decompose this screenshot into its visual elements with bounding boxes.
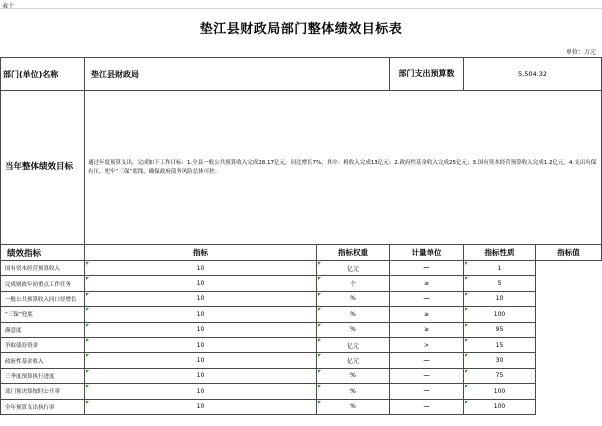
- indicator-name: [1, 261, 85, 276]
- indicator-weight: [85, 368, 317, 383]
- indicator-unit-text: 亿元: [346, 358, 359, 366]
- cell-marker: [318, 277, 321, 280]
- indicator-name-text: 国有资本经营预算收入: [5, 266, 61, 273]
- cell-marker: [86, 324, 89, 327]
- indicator-nature: [390, 261, 464, 276]
- indicator-unit: [317, 353, 390, 368]
- indicator-nature: [390, 384, 464, 399]
- col-header-unit: 计量单位: [390, 245, 464, 261]
- cell-marker: [86, 401, 89, 404]
- indicator-name: [1, 276, 85, 291]
- indicator-nature-text: －: [423, 294, 430, 303]
- indicator-unit-text: 个: [349, 281, 356, 289]
- indicator-nature-text: －: [423, 356, 430, 365]
- indicator-value: [464, 384, 536, 399]
- annual-goal-label: 当年整体绩效目标: [1, 91, 85, 245]
- indicator-nature-text: －: [423, 371, 430, 380]
- indicator-weight: [85, 291, 317, 306]
- indicator-weight-text: 10: [196, 280, 205, 288]
- indicator-value-text: 10: [495, 295, 504, 303]
- indicator-name: [1, 368, 85, 383]
- indicator-value-text: 30: [495, 357, 504, 365]
- unit-label: 单位：万元: [565, 49, 596, 56]
- indicator-unit-text: %: [350, 310, 356, 318]
- indicator-nature: [390, 276, 464, 291]
- indicator-name-text: 完成财政年初重点工作任务: [5, 281, 72, 288]
- indicator-value-text: 15: [495, 341, 504, 349]
- cell-marker: [465, 385, 468, 388]
- indicator-unit: [317, 307, 390, 322]
- indicator-weight: [85, 322, 317, 337]
- indicator-unit: [317, 276, 390, 291]
- indicator-weight: [85, 276, 317, 291]
- indicator-name-text: 全年预算支出执行率: [5, 404, 55, 411]
- table-row: [1, 353, 602, 368]
- indicator-unit: [317, 368, 390, 383]
- indicator-header-row: [1, 245, 602, 261]
- indicator-unit: [317, 291, 390, 306]
- indicator-value: [464, 399, 536, 414]
- indicator-unit: [317, 337, 390, 352]
- indicator-weight-text: 10: [196, 372, 205, 380]
- cell-marker: [465, 293, 468, 296]
- indicator-value-text: 100: [493, 387, 506, 395]
- indicator-value-text: 100: [493, 403, 506, 411]
- cell-marker: [86, 262, 89, 265]
- indicator-nature-text: ≥: [423, 310, 430, 318]
- indicator-nature: [390, 322, 464, 337]
- indicator-weight-text: 10: [196, 264, 205, 272]
- cell-marker: [86, 354, 89, 357]
- cell-marker: [465, 370, 468, 373]
- table-row: [1, 368, 602, 383]
- indicator-name-text: 政府性基金收入: [5, 358, 44, 365]
- indicator-name-text: “三保”兜底: [5, 312, 33, 319]
- indicator-unit-text: %: [350, 372, 356, 380]
- indicator-name-text: 三季度预算执行进度: [5, 373, 55, 380]
- table-row: [1, 307, 602, 322]
- indicator-nature: [390, 307, 464, 322]
- indicator-name-text: 一般公共预算收入同口径增长: [5, 296, 77, 303]
- indicator-value-text: 1: [497, 264, 502, 272]
- indicator-nature: [390, 337, 464, 352]
- indicator-unit-text: %: [350, 387, 356, 395]
- cell-marker: [86, 293, 89, 296]
- cell-marker: [318, 370, 321, 373]
- table-row: [1, 261, 602, 276]
- indicator-unit: [317, 399, 390, 414]
- page-title: 垫江县财政局部门整体绩效目标表: [199, 22, 403, 37]
- cell-marker: [86, 308, 89, 311]
- indicator-unit-text: %: [350, 326, 356, 334]
- indicator-value: [464, 276, 536, 291]
- dept-name-label: 部门(单位)名称: [1, 58, 85, 91]
- indicator-name-text: 争取债券资金: [5, 343, 39, 350]
- indicator-unit-text: %: [350, 295, 356, 303]
- sheet-label: 表十: [2, 3, 15, 10]
- indicator-nature-text: >: [423, 341, 430, 349]
- perf-indicators-label: 绩效指标: [1, 245, 85, 261]
- indicator-value: [464, 368, 536, 383]
- indicator-unit-text: 亿元: [346, 265, 359, 273]
- indicator-name: [1, 291, 85, 306]
- indicator-name: [1, 337, 85, 352]
- indicator-name: [1, 322, 85, 337]
- cell-marker: [318, 339, 321, 342]
- indicator-value: [464, 337, 536, 352]
- cell-marker: [318, 401, 321, 404]
- indicator-name-text: 满意度: [5, 327, 22, 334]
- indicator-weight-text: 10: [196, 403, 205, 411]
- indicator-weight: [85, 261, 317, 276]
- indicator-unit-text: %: [350, 403, 356, 411]
- cell-marker: [86, 339, 89, 342]
- indicator-nature: [390, 353, 464, 368]
- indicator-value: [464, 353, 536, 368]
- indicator-name: [1, 399, 85, 414]
- indicator-weight-text: 10: [196, 387, 205, 395]
- annual-goal-text: 通过年度预算支出，完成如下工作目标：1.全县一般公共预算收入完成28.17亿元，同比增长7%，其中：税收入完成13亿元；2.政府性基金收入完成25亿元；3.国有资本经营预算收入完成1.2亿元。4.支出有保有压，兜牢“三保”底线，确保政府债务风险总体可控。: [85, 91, 602, 245]
- table-row: [1, 276, 602, 291]
- col-header-weight: 指标权重: [317, 245, 390, 261]
- indicator-weight: [85, 307, 317, 322]
- table-row: [1, 337, 602, 352]
- indicator-weight-text: 10: [196, 295, 205, 303]
- indicator-weight: [85, 384, 317, 399]
- indicator-nature-text: －: [423, 387, 430, 396]
- indicator-name-text: 部门预决算按时公开率: [5, 389, 61, 396]
- top-divider: [0, 8, 602, 9]
- cell-marker: [465, 401, 468, 404]
- indicator-weight: [85, 399, 317, 414]
- indicator-value-text: 75: [495, 372, 504, 380]
- indicator-nature: [390, 291, 464, 306]
- indicator-weight-text: 10: [196, 310, 205, 318]
- col-header-nature: 指标性质: [464, 245, 536, 261]
- cell-marker: [318, 308, 321, 311]
- cell-marker: [318, 385, 321, 388]
- indicator-weight-text: 10: [196, 341, 205, 349]
- table-row: [1, 399, 602, 414]
- indicator-unit: [317, 384, 390, 399]
- indicator-nature-text: ≥: [423, 326, 430, 334]
- indicator-name: [1, 307, 85, 322]
- cell-marker: [465, 277, 468, 280]
- indicator-value: [464, 261, 536, 276]
- table-row: [1, 384, 602, 399]
- indicator-weight: [85, 353, 317, 368]
- indicator-weight-text: 10: [196, 357, 205, 365]
- table-row: [1, 291, 602, 306]
- cell-marker: [465, 308, 468, 311]
- cell-marker: [465, 354, 468, 357]
- performance-table: [0, 57, 602, 415]
- cell-marker: [318, 354, 321, 357]
- cell-marker: [318, 293, 321, 296]
- cell-marker: [465, 339, 468, 342]
- indicator-unit: [317, 261, 390, 276]
- cell-marker: [318, 324, 321, 327]
- indicator-name: [1, 353, 85, 368]
- indicator-value-text: 95: [495, 326, 504, 334]
- budget-label: 部门支出预算数: [390, 58, 464, 91]
- cell-marker: [86, 385, 89, 388]
- col-header-indicator: 指标: [85, 245, 317, 261]
- indicator-name: [1, 384, 85, 399]
- dept-name-value: 垫江县财政局: [85, 58, 390, 91]
- indicator-value-text: 5: [497, 280, 502, 288]
- indicator-weight: [85, 337, 317, 352]
- indicator-value: [464, 291, 536, 306]
- indicator-value: [464, 322, 536, 337]
- indicator-weight-text: 10: [196, 326, 205, 334]
- cell-marker: [318, 262, 321, 265]
- budget-value: 5,504.32: [464, 58, 602, 91]
- cell-marker: [86, 370, 89, 373]
- col-header-value: 指标值: [536, 245, 602, 261]
- cell-marker: [465, 324, 468, 327]
- indicator-nature-text: －: [423, 402, 430, 411]
- indicator-nature-text: ≥: [423, 280, 430, 288]
- table-row: [1, 322, 602, 337]
- cell-marker: [86, 277, 89, 280]
- indicator-nature-text: －: [423, 264, 430, 273]
- indicator-unit-text: 亿元: [346, 342, 359, 350]
- indicator-nature: [390, 399, 464, 414]
- indicator-nature: [390, 368, 464, 383]
- indicator-value-text: 100: [493, 310, 506, 318]
- indicator-unit: [317, 322, 390, 337]
- cell-marker: [465, 262, 468, 265]
- indicator-value: [464, 307, 536, 322]
